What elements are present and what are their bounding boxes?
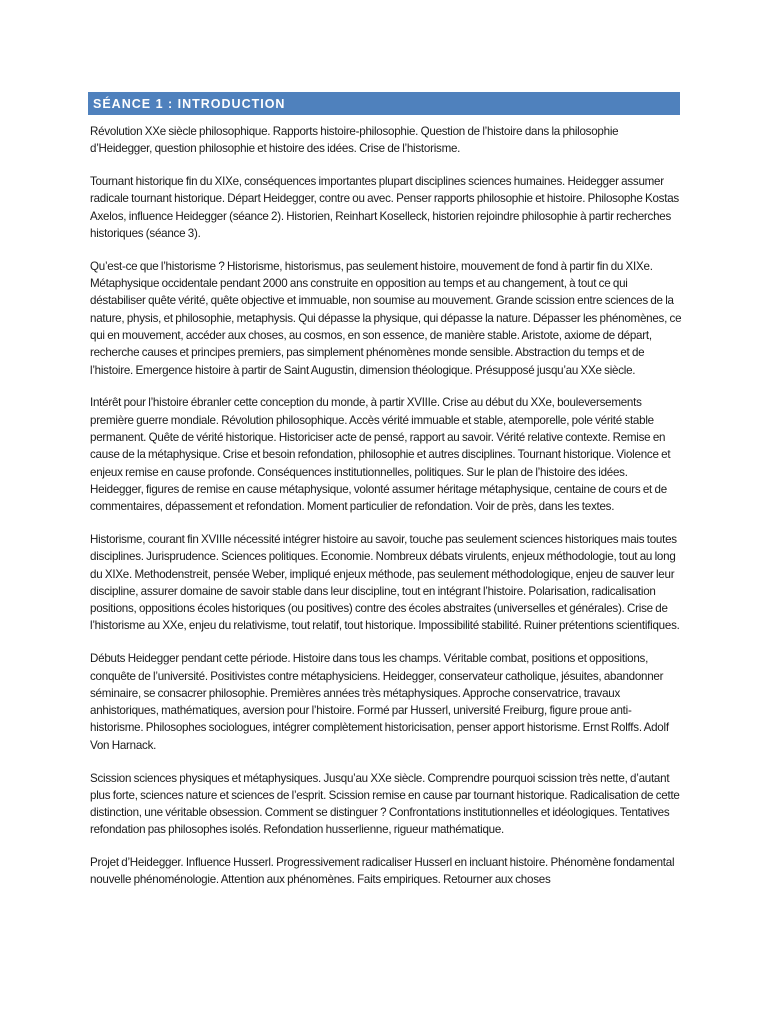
section-heading-title: SÉANCE 1 : INTRODUCTION [93,96,286,111]
paragraph: Scission sciences physiques et métaphysiques. Jusqu’au XXe siècle. Comprendre pourquoi scission très nette, d’autant plus forte, sciences nature et sciences de l’esprit. Scission remise en cause par tournant historique. Radicalisation de cette distinction, une véritable obsession. Comment se distinguer ? Confrontations institutionnelles et idéologiques. Tentatives refondation pas philosophes isolés. Refondation husserlienne, rigueur mathématique. [90,771,680,837]
paragraph: Tournant historique fin du XIXe, conséquences importantes plupart disciplines sciences humaines. Heidegger assumer radicale tournant historique. Départ Heidegger, contre ou avec. Penser rapports philosophie et histoire. Philosophe Kostas Axelos, influence Heidegger (séance 2). Historien, Reinhart Koselleck, historien rejoindre philosophie à partir recherches historiques (séance 3). [90,175,679,240]
paragraph: Révolution XXe siècle philosophique. Rapports histoire-philosophie. Question de l’histoire dans la philosophie d’Heidegger, question philosophie et histoire des idées. Crise de l’historisme. [90,125,619,156]
section-heading-bar [88,92,680,115]
paragraph: Historisme, courant fin XVIIIe nécessité intégrer histoire au savoir, touche pas seulement sciences historiques mais toutes disciplines. Jurisprudence. Sciences politiques. Economie. Nombreux débats virulents, enjeux méthodologie, tout au long du XIXe. Methodenstreit, pensée Weber, impliqué enjeux méthode, pas seulement méthodologique, enjeu de sauver leur discipline, assurer domaine de savoir stable dans leur discipline, tout en intégrant l’histoire. Polarisation, radicalisation positions, oppositions écoles historiques (ou positives) contre des écoles abstraites (universelles et générales). Crise de l’historisme au XXe, enjeu du relativisme, tout relatif, tout historique. Impossibilité stabilité. Ruiner prétentions scientifiques. [90,532,680,633]
document-body [90,123,682,904]
paragraph: Débuts Heidegger pendant cette période. Histoire dans tous les champs. Véritable combat, positions et oppositions, conquête de l’université. Positivistes contre métaphysiciens. Heidegger, conservateur catholique, jésuites, abandonner séminaire, se consacrer philosophie. Premières années très métaphysiques. Approche conservatrice, travaux anhistoriques, mathématiques, aversion pour l’histoire. Formé par Husserl, université Freiburg, figure proue anti-historisme. Philosophes sociologues, intégrer complètement historicisation, penser apport historisme. Ernst Rolffs. Adolf Von Harnack. [90,652,669,752]
paragraph: Intérêt pour l’histoire ébranler cette conception du monde, à partir XVIIIe. Crise au début du XXe, bouleversements première guerre mondiale. Révolution philosophique. Accès vérité immuable et stable, atemporelle, pole vérité stable permanent. Quête de vérité historique. Historiciser acte de pensé, rapport au savoir. Vérité relative contexte. Remise en cause de la métaphysique. Crise et besoin refondation, philosophie et autres disciplines. Tournant historique. Violence et enjeux remise en cause profonde. Conséquences institutionnelles, politiques. Sur le plan de l’histoire des idées. Heidegger, figures de remise en cause métaphysique, volonté assumer héritage métaphysique, centaine de cours et de commentaires, dépassement et refondation. Moment particulier de refondation. Voir de près, dans les textes. [90,396,671,514]
paragraph: Projet d’Heidegger. Influence Husserl. Progressivement radicaliser Husserl en incluant histoire. Phénomène fondamental nouvelle phénoménologie. Attention aux phénomènes. Faits empiriques. Retourner aux choses [90,856,675,887]
paragraph: Qu’est-ce que l’historisme ? Historisme, historismus, pas seulement histoire, mouvement de fond à partir fin du XIXe. Métaphysique occidentale pendant 2000 ans construite en opposition au temps et au changement, à tout ce qui déstabiliser quête vérité, quête objective et immuable, non soumise au mouvement. Grande scission entre sciences de la nature, physis, et philosophie, metaphysis. Qui dépasse la physique, qui dépasse la nature. Dépasser les phénomènes, ce qui en mouvement, accéder aux choses, au cosmos, en son essence, de manière stable. Aristote, axiome de départ, recherche causes et principes premiers, pas simplement phénomènes monde sensible. Abstraction du temps et de l’histoire. Emergence histoire à partir de Saint Augustin, dimension théologique. Présupposé jusqu’au XXe siècle. [90,259,682,377]
